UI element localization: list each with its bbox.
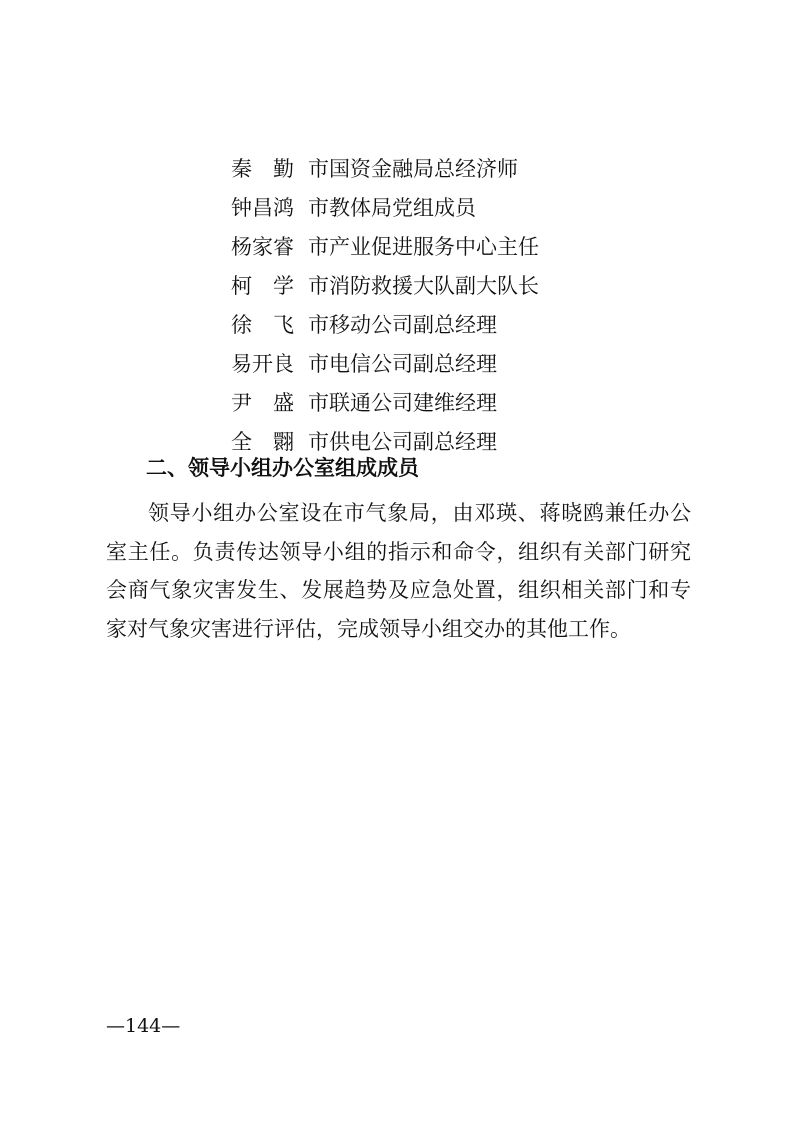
member-row <box>231 265 539 304</box>
member-name: 易 开 良 <box>231 351 294 376</box>
member-role: 市国资金融局总经济师 <box>308 156 518 181</box>
member-row <box>231 343 539 382</box>
section-heading: 二、领导小组办公室组成成员 <box>146 456 419 480</box>
member-row <box>231 226 539 265</box>
member-role: 市电信公司副总经理 <box>308 351 497 376</box>
member-row <box>231 187 539 226</box>
member-name: 秦 勤 <box>231 156 294 181</box>
member-name: 尹 盛 <box>231 390 294 415</box>
member-role: 市供电公司副总经理 <box>308 429 497 454</box>
member-name: 全 翾 <box>231 429 294 454</box>
member-name: 杨 家 睿 <box>231 234 294 259</box>
member-name: 徐 飞 <box>231 312 294 337</box>
member-list <box>231 148 539 460</box>
member-name: 钟 昌 鸿 <box>231 195 294 220</box>
section-paragraph: 领导小组办公室设在市气象局，由邓瑛、蒋晓鸥兼任办公室主任。负责传达领导小组的指示和命令，组织有关部门研究会商气象灾害发生、发展趋势及应急处置，组织相关部门和专家对气象灾害进行评估，完成领导小组交办的其他工作。 <box>106 501 691 641</box>
page-number: —144— <box>106 1015 181 1037</box>
member-row <box>231 304 539 343</box>
member-row <box>231 148 539 187</box>
member-name: 柯 学 <box>231 273 294 298</box>
member-role: 市教体局党组成员 <box>308 195 476 220</box>
member-role: 市消防救援大队副大队长 <box>308 273 539 298</box>
member-role: 市产业促进服务中心主任 <box>308 234 539 259</box>
member-role: 市移动公司副总经理 <box>308 312 497 337</box>
member-role: 市联通公司建维经理 <box>308 390 497 415</box>
member-row <box>231 382 539 421</box>
